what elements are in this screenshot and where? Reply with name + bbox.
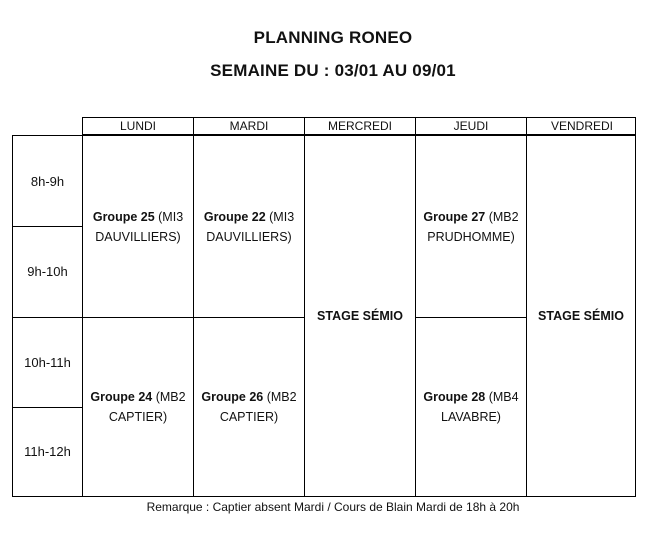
day-header-jeudi: JEUDI — [416, 118, 527, 134]
remark-note: Remarque : Captier absent Mardi / Cours de Blain Mardi de 18h à 20h — [146, 500, 520, 514]
slot-jeudi-late-morning — [416, 317, 526, 496]
group-detail: (MI3 — [154, 209, 184, 224]
slot-vendredi-stage: STAGE SÉMIO — [538, 309, 624, 323]
group-name: Groupe 24 — [90, 389, 153, 404]
teacher-name: CAPTIER) — [108, 409, 168, 424]
group-name: Groupe 28 — [423, 389, 486, 404]
group-detail: (MB4 — [485, 389, 519, 404]
teacher-name: PRUDHOMME) — [427, 229, 515, 244]
time-slot-label: 9h-10h — [13, 226, 83, 317]
group-detail: (MB2 — [263, 389, 297, 404]
slot-lundi-late-morning — [83, 317, 193, 496]
group-name: Groupe 27 — [423, 209, 486, 224]
day-header-mardi: MARDI — [194, 118, 305, 134]
day-header-vendredi: VENDREDI — [550, 119, 613, 133]
teacher-name: DAUVILLIERS) — [95, 229, 181, 244]
slot-mercredi-stage: STAGE SÉMIO — [317, 309, 403, 323]
slot-lundi-morning — [83, 136, 193, 317]
slot-mardi-late-morning — [194, 317, 304, 496]
group-detail: (MB2 — [485, 209, 519, 224]
day-header-mercredi: MERCREDI — [305, 118, 416, 134]
row-divider — [13, 226, 83, 227]
schedule-grid — [12, 135, 636, 497]
day-header-lundi: LUNDI — [83, 118, 194, 134]
page-subtitle: SEMAINE DU : 03/01 AU 09/01 — [210, 61, 456, 80]
group-name: Groupe 26 — [201, 389, 264, 404]
slot-jeudi-morning — [416, 136, 526, 317]
teacher-name: CAPTIER) — [219, 409, 279, 424]
teacher-name: DAUVILLIERS) — [206, 229, 292, 244]
group-name: Groupe 22 — [203, 209, 266, 224]
time-slot-label: 8h-9h — [13, 136, 83, 226]
slot-mardi-morning — [194, 136, 304, 317]
group-name: Groupe 25 — [92, 209, 155, 224]
time-slot-label: 10h-11h — [13, 317, 83, 407]
day-header-row — [82, 117, 636, 135]
group-detail: (MI3 — [265, 209, 295, 224]
group-detail: (MB2 — [152, 389, 186, 404]
time-slot-label: 11h-12h — [13, 407, 83, 496]
page-title: PLANNING RONEO — [253, 28, 413, 47]
teacher-name: LAVABRE) — [441, 409, 501, 424]
row-divider — [13, 407, 83, 408]
